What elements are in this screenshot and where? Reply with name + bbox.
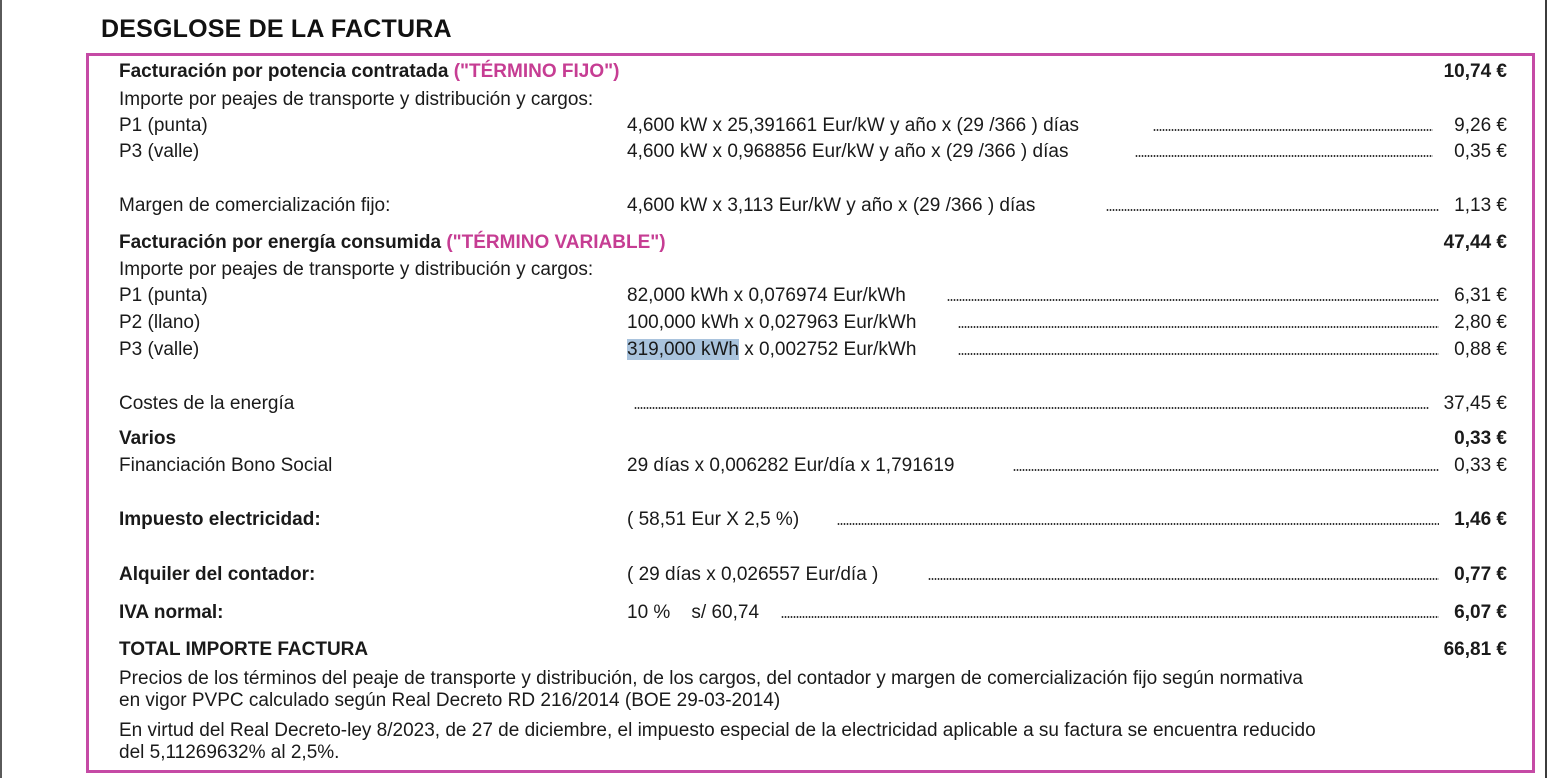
bono-social-row [0, 453, 1558, 479]
potencia-heading: Facturación por potencia contratada ("TÉRMINO FIJO") [119, 61, 620, 82]
dot-leader [781, 616, 1439, 618]
precios-note-line-1: Precios de los términos del peaje de transporte y distribución, de los cargos, del contador y margen de comercialización fijo según normativa [119, 668, 1303, 689]
termino-variable-tag: ("TÉRMINO VARIABLE") [446, 232, 666, 253]
decreto-note-line-2: del 5,11269632% al 2,5%. [119, 742, 340, 763]
alquiler-row [0, 562, 1558, 588]
potencia-p3-calc: 4,600 kW x 0,968856 Eur/kW y año x (29 /366 ) días [627, 141, 1069, 162]
selected-text: 319,000 kWh [627, 339, 739, 360]
dot-leader [947, 299, 1439, 301]
potencia-total: 10,74 € [1443, 61, 1507, 82]
impuesto-amount: 1,46 € [1454, 509, 1507, 530]
decreto-note [119, 720, 1479, 764]
dot-leader [958, 353, 1439, 355]
costes-row [0, 391, 1558, 417]
impuesto-label: Impuesto electricidad: [119, 509, 321, 530]
energia-peajes-label: Importe por peajes de transporte y distribución y cargos: [119, 259, 594, 280]
alquiler-label: Alquiler del contador: [119, 564, 316, 585]
dot-leader [928, 578, 1439, 580]
energia-peajes-row [0, 257, 1558, 283]
energia-p3-amount: 0,88 € [1454, 339, 1507, 360]
potencia-p1-row [0, 113, 1558, 139]
varios-header-row [0, 426, 1558, 452]
energia-p2-calc: 100,000 kWh x 0,027963 Eur/kWh [627, 312, 917, 333]
potencia-header-row [0, 59, 1558, 85]
precios-note [119, 668, 1479, 712]
energia-p2-label: P2 (llano) [119, 312, 201, 333]
dot-leader [1106, 209, 1439, 211]
bono-social-calc: 29 días x 0,006282 Eur/día x 1,791619 [627, 455, 955, 476]
costes-amount: 37,45 € [1443, 393, 1507, 414]
impuesto-calc: ( 58,51 Eur X 2,5 %) [627, 509, 800, 530]
potencia-p3-label: P3 (valle) [119, 141, 200, 162]
potencia-p3-amount: 0,35 € [1454, 141, 1507, 162]
bono-social-label: Financiación Bono Social [119, 455, 333, 476]
dot-leader [837, 523, 1439, 525]
energia-p3-label: P3 (valle) [119, 339, 200, 360]
page-title: DESGLOSE DE LA FACTURA [101, 15, 452, 43]
energia-heading: Facturación por energía consumida ("TÉRMINO VARIABLE") [119, 232, 666, 253]
varios-total: 0,33 € [1454, 428, 1507, 449]
margen-calc: 4,600 kW x 3,113 Eur/kW y año x (29 /366 ) días [627, 195, 1036, 216]
alquiler-amount: 0,77 € [1454, 564, 1507, 585]
precios-note-line-2: en vigor PVPC calculado según Real Decreto RD 216/2014 (BOE 29-03-2014) [119, 690, 781, 711]
margen-row [0, 193, 1558, 219]
energia-header-row [0, 230, 1558, 256]
iva-row [0, 600, 1558, 626]
impuesto-row [0, 507, 1558, 533]
energia-p3-calc[interactable]: 319,000 kWh x 0,002752 Eur/kWh [627, 339, 917, 360]
decreto-note-line-1: En virtud del Real Decreto-ley 8/2023, de 27 de diciembre, el impuesto especial de la electricidad aplicable a su factura se encuentra reducido [119, 720, 1316, 741]
energia-p1-calc: 82,000 kWh x 0,076974 Eur/kWh [627, 285, 906, 306]
energia-p2-amount: 2,80 € [1454, 312, 1507, 333]
total-amount: 66,81 € [1443, 639, 1507, 660]
energia-total: 47,44 € [1443, 232, 1507, 253]
dot-leader [1153, 129, 1433, 131]
termino-fijo-tag: ("TÉRMINO FIJO") [453, 61, 620, 82]
potencia-p1-label: P1 (punta) [119, 115, 208, 136]
margen-label: Margen de comercialización fijo: [119, 195, 391, 216]
dot-leader [1135, 155, 1433, 157]
iva-amount: 6,07 € [1454, 602, 1507, 623]
energia-p1-amount: 6,31 € [1454, 285, 1507, 306]
iva-label: IVA normal: [119, 602, 224, 623]
total-row [0, 637, 1558, 663]
dot-leader [634, 407, 1429, 409]
energia-p3-row [0, 337, 1558, 363]
dot-leader [958, 326, 1439, 328]
total-label: TOTAL IMPORTE FACTURA [119, 639, 369, 660]
varios-heading: Varios [119, 428, 177, 449]
potencia-p1-amount: 9,26 € [1454, 115, 1507, 136]
potencia-p3-row [0, 139, 1558, 165]
costes-label: Costes de la energía [119, 393, 295, 414]
energia-p1-label: P1 (punta) [119, 285, 208, 306]
margen-amount: 1,13 € [1454, 195, 1507, 216]
potencia-peajes-row [0, 87, 1558, 113]
potencia-p1-calc: 4,600 kW x 25,391661 Eur/kW y año x (29 /366 ) días [627, 115, 1080, 136]
potencia-peajes-label: Importe por peajes de transporte y distribución y cargos: [119, 89, 594, 110]
energia-p1-row [0, 283, 1558, 309]
alquiler-calc: ( 29 días x 0,026557 Eur/día ) [627, 564, 879, 585]
bono-social-amount: 0,33 € [1454, 455, 1507, 476]
dot-leader [1013, 469, 1439, 471]
energia-p2-row [0, 310, 1558, 336]
iva-calc: 10 % s/ 60,74 [627, 602, 760, 623]
